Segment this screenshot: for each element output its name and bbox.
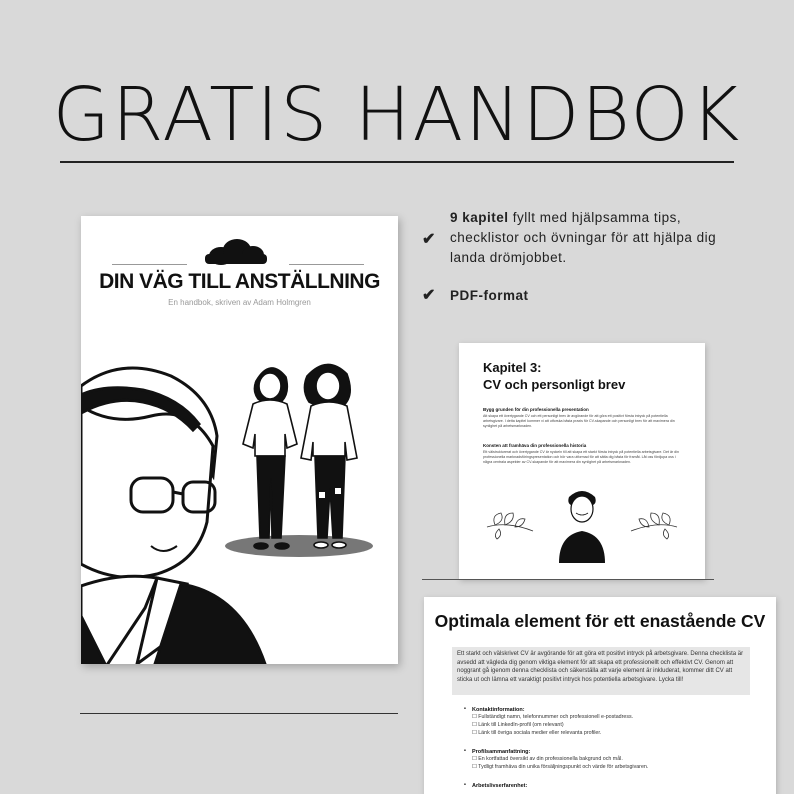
checklist-item: ☐ Tydligt framhäva din unika försäljningspunkt och värde för arbetsgivaren. [464,763,754,771]
checklist-section [464,707,754,737]
cover-title: DIN VÄG TILL ANSTÄLLNING [99,270,380,293]
leaf-right-icon [631,513,677,539]
chapter-paragraph-2: Ett välstrukturerat och övertygande CV är nyckeln till att skapa ett starkt första intryck på potentiella arbetsgivare. Det är din professionella marknadsföringspresentation och bör vara utformad för att sätta dig bästa för framåt. Låt oss fördjupa oss i några centrala aspekter av CV-skapande för att maximera din synlighet på arbetsmarknaden. [483,450,679,464]
checklist-section-heading: • Arbetslivserfarenhet: [464,783,754,789]
chapter-preview-page [459,343,705,579]
headline: GRATIS HANDBOK [52,72,742,158]
feature-list [418,208,748,306]
man-with-glasses-illustration [81,368,265,664]
man-portrait-illustration [559,491,605,563]
feature-bold: 9 kapitel [450,210,509,225]
chapter-paragraph-1: Att skapa ett övertygande CV och ett personligt brev är avgörande för att göra ett positivt första intryck på potentiella arbetsgivare. I detta kapitel kommer vi att utforska bästa praxis för CV-skapande och personligt brev för att maximera din synlighet på arbetsmarknaden. [483,414,675,428]
feature-bold: PDF-format [450,288,529,303]
feature-format [418,286,748,306]
checklist-section [464,749,754,771]
checklist-item: ☐ Länk till LinkedIn-profil (om relevant) [464,721,754,729]
book-cover [81,216,398,664]
chapter-heading-2: Konsten att framhäva din professionella historia [483,443,587,448]
checklist-section-heading: • Kontaktinformation: [464,707,754,713]
feature-text: fyllt med hjälpsamma tips, checklistor och övningar för att hjälpa dig landa drömjobbet. [450,210,717,265]
person-left-illustration [243,368,297,549]
chapter-illustration [459,343,705,579]
checklist-section [464,783,754,789]
cover-subtitle: En handbok, skriven av Adam Holmgren [168,298,311,307]
checklist-section-heading: • Profilsammanfattning: [464,749,754,755]
ground-shadow [225,535,373,557]
middle-divider [422,579,714,580]
chapter-number: Kapitel 3: [483,360,542,375]
check-icon: ✔ [422,231,436,248]
chapter-heading-1: Bygg grunden för din professionella presentation [483,407,589,412]
bottom-divider [80,713,398,714]
checklist-title: Optimala element för ett enastående CV [434,611,766,631]
chapter-name: CV och personligt brev [483,377,626,392]
top-divider [60,161,734,163]
check-icon: ✔ [422,287,436,304]
person-right-illustration [301,364,357,548]
checklist-item: ☐ Länk till övriga sociala medier eller relevanta profiler. [464,729,754,737]
checklist-preview-page [424,597,776,794]
checklist-intro: Ett starkt och välskrivet CV är avgörande för att göra ett positivt intryck på arbetsgivare. Denna checklista är avsedd att vägleda dig genom viktiga element för att skapa ett professionellt och effektivt CV. Genom att noggrant gå igenom denna checklista och säkerställa att varje element är inkluderat, kommer ditt CV att sticka ut och lämna ett varaktigt positivt intryck hos potentiella arbetsgivare. Lycka till! [452,647,750,695]
cloud-icon [205,239,267,265]
checklist-item: ☐ Fullständigt namn, telefonnummer och professionell e-postadress. [464,713,754,721]
checklist-item: ☐ En kortfattad översikt av din professionella bakgrund och mål. [464,755,754,763]
leaf-left-icon [487,513,533,539]
feature-chapters [418,208,748,268]
